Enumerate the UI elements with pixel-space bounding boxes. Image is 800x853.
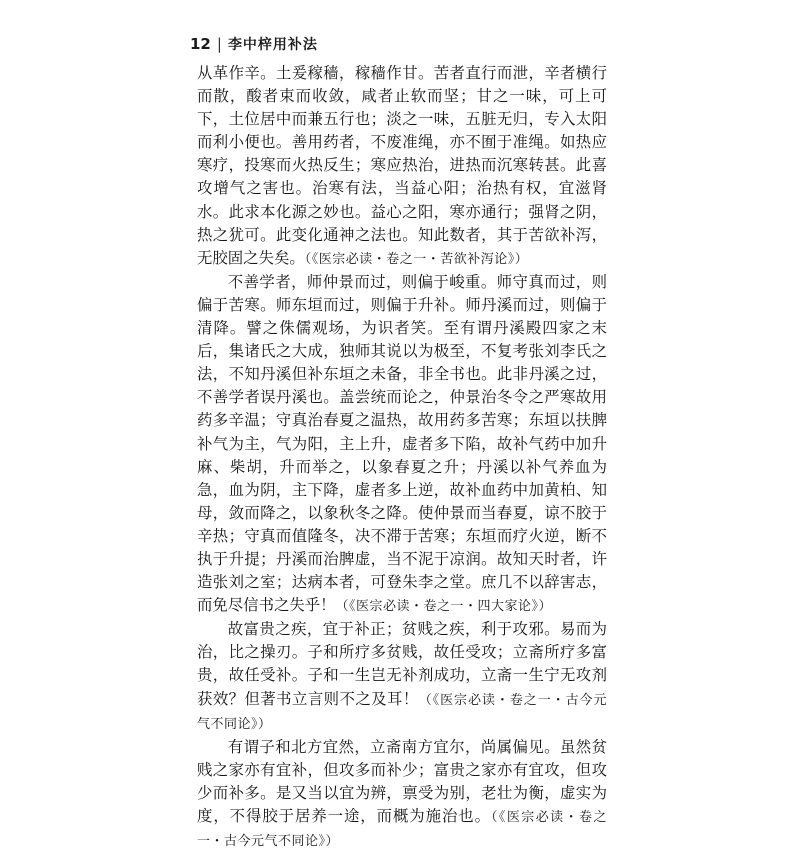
paragraph-text: 有谓子和北方宜然，立斋南方宜尔，尚属偏见。虽然贫贱之家亦有宜补，但攻多而补少；富贵之家亦有宜攻，但攻少而补多。是又当以宜为辨，禀受为别，老壮为衡，虚实为度，不得胶于居养一途，而概为施治也。: [197, 737, 607, 825]
paragraph-text: 故富贵之疾，宜于补正；贫贱之疾，利于攻邪。易而为治，比之操刃。子和所疗多贫贱，故任受攻；立斋所疗多富贵，故任受补。子和一生岂无补剂成功，立斋一生宁无攻剂获效？但著书立言则不之及耳！: [197, 620, 607, 708]
paragraph-text: 从革作辛。土爰稼穑，稼穑作甘。苦者直行而泄，辛者横行而散，酸者束而收敛，咸者止软而坚；甘之一味，可上可下，土位居中而兼五行也；淡之一味，五脏无归，专入太阳而利小便也。善用药者，不废准绳，亦不囿于准绳。如热应寒疗，投寒而火热反生；寒应热治，进热而沉寒转甚。此喜攻增气之害也。治寒有法，当益心阳；治热有权，宜滋肾水。此求本化源之妙也。益心之阳，寒亦通行；强肾之阴，热之犹可。此变化通神之法也。知此数者，其于苦欲补泻，无胶固之失矣。: [197, 64, 607, 267]
citation: （《医宗必读・卷之一・古今元气不同论》）: [197, 692, 607, 732]
header-separator: |: [216, 35, 222, 53]
page-header: [190, 34, 318, 54]
paragraph-1: [197, 62, 607, 271]
paragraph-text: 不善学者，师仲景而过，则偏于峻重。师守真而过，则偏于苦寒。师东垣而过，则偏于升补。师丹溪而过，则偏于清降。譬之侏儒观场，为识者笑。至有谓丹溪殿四家之末后，集诸氏之大成，独师其说以为极至，不复考张刘李氏之法，不知丹溪但补东垣之未备，非全书也。此非丹溪之过，不善学者误丹溪也。盖尝统而论之，仲景治冬令之严寒故用药多辛温；守真治春夏之温热，故用药多苦寒；东垣以扶脾补气为主，气为阳，主上升，虚者多下陷，故补气药中加升麻、柴胡，升而举之，以象春夏之升；丹溪以补气养血为急，血为阴，主下降，虚者多上逆，故补血药中加黄柏、知母，敛而降之，以象秋冬之降。使仲景而当春夏，谅不胶于辛热；守真而值隆冬，决不滞于苦寒；东垣而疗火逆，断不执于升提；丹溪而治脾虚，当不泥于凉润。故知天时者，许造张刘之室；达病本者，可登朱李之堂。庶几不以辞害志，而免尽信书之失乎！: [197, 272, 607, 615]
citation: （《医宗必读・卷之一・古今元气不同论》）: [197, 810, 607, 850]
page-number: 12: [190, 35, 211, 53]
citation: （《医宗必读・卷之一・四大家论》）: [335, 599, 553, 615]
paragraph-4: [197, 736, 607, 853]
paragraph-3: [197, 618, 607, 735]
paragraph-2: [197, 271, 607, 618]
citation: （《医宗必读・卷之一・苦欲补泻论》）: [304, 251, 529, 267]
page-body: [197, 62, 607, 850]
running-title: 李中梓用补法: [227, 37, 318, 53]
